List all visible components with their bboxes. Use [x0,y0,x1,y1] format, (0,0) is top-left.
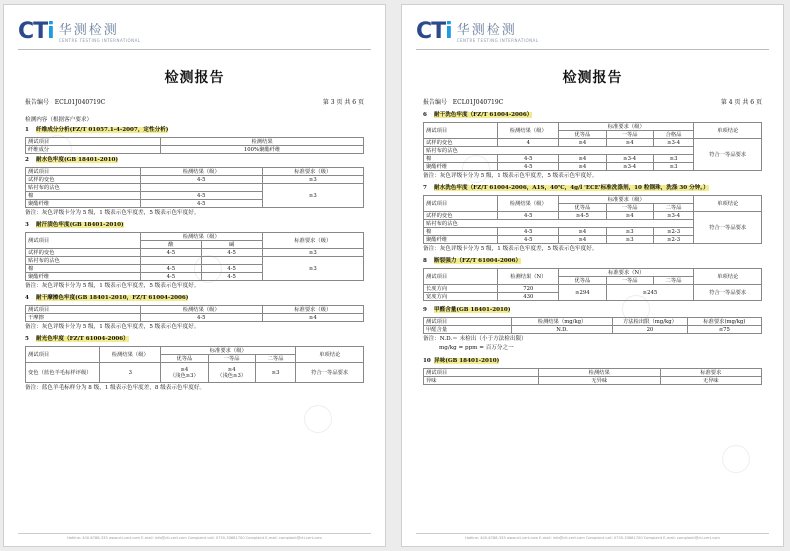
company-logo [18,21,141,43]
table-cell: ≥4 [606,139,653,147]
table-cell: 4-5 [140,176,262,184]
table-cell: ≥3-4 [606,163,653,171]
page-footer: Hotline: 400-6788-333 www.cti-cert.com E-mail: info@cti-cert.com Complaint call: 0755-33681700 Complaint E-mail: complaint@cti-cert.com [416,533,769,540]
note: 备注：灰色评级卡分为 5 级，1 级表示色牢度差，5 级表示色牢度好。 [423,246,598,252]
table-cell: 4-5 [201,273,262,281]
content-subtitle: 检测内容（根据客户要求） [25,117,93,123]
table-header: 碱 [201,241,262,249]
report-page-3 [3,4,386,547]
table-cell: ≥3 [262,176,363,184]
note: 备注：灰色评级卡分为 5 级，1 级表示色牢度差，5 级表示色牢度好。 [25,324,200,330]
formaldehyde-table [423,317,762,334]
table-cell: 聚酯纤维 [424,236,498,244]
table-header: 标准要求 [660,369,761,377]
section-heading: 9 甲醛含量(GB 18401-2010) [423,307,511,313]
table-cell: 4-5 [498,155,559,163]
table-cell: 430 [498,293,559,301]
report-no: ECL01J040719C [54,99,106,106]
logo-english-name: CENTRE TESTING INTERNATIONAL [58,38,141,43]
table-header: 单项结论 [694,196,762,212]
table-cell: 20 [613,326,687,334]
table-header: 检测结果 [161,138,364,146]
table-cell: 贴衬布的沾色 [424,147,694,155]
table-header: 检测结果（mg/kg） [511,318,612,326]
table-header: 单项结论 [296,347,364,363]
report-no-label: 报告编号 [423,99,448,106]
note: 备注：N.D.＝ 未检出（小于方法检出限） [423,336,527,342]
table-header: 测试项目 [26,138,161,146]
breaking-strength-table [423,268,762,301]
table-header: 测试项目 [26,306,141,314]
table-cell: 4-5 [498,212,559,220]
table-cell: 4 [498,139,559,147]
table-cell: 4-5 [140,273,201,281]
table-cell: ≥3 [653,163,694,171]
water-fastness-table [25,167,364,208]
section-heading: 7 耐水洗色牢度（FZ/T 61004-2006，A1S，40℃，4g/l 'ECE'标准洗涤剂，10 粒钢珠，洗涤 30 分钟。） [423,185,709,191]
table-cell: 4-5 [140,192,262,200]
note: 备注：灰色评级卡分为 5 级，1 级表示色牢度差，5 级表示色牢度好。 [25,210,200,216]
watermark-circle [722,445,750,473]
table-cell: ≥3 [606,228,653,236]
table-cell: 纤维成分 [26,146,161,154]
table-header: 一等品 [208,355,255,363]
note: 备注：灰色评级卡分为 5 级，1 级表示色牢度差，5 级表示色牢度好。 [423,173,598,179]
table-cell: 4-5 [498,163,559,171]
section-heading: 5 耐光色牢度（FZ/T 61004-2006） [25,336,129,342]
table-cell: 符合一等品要求 [296,363,364,383]
table-cell: ≥3 [653,155,694,163]
page-footer: Hotline: 400-6788-333 www.cti-cert.com E-mail: info@cti-cert.com Complaint call: 0755-33681700 Complaint E-mail: complaint@cti-cert.com [18,533,371,540]
table-header: 检测结果（级） [100,347,161,363]
table-header: 一等品 [606,277,653,285]
logo-chinese-name: 华测检测 [58,23,119,38]
table-header: 优等品 [559,277,606,285]
table-cell: 4-5 [140,249,201,257]
light-fastness-table [25,346,364,383]
table-header: 测试项目 [424,123,498,139]
table-cell: 100%聚酯纤维 [161,146,364,154]
note: 备注：蓝色羊毛标样分为 8 级，1 级表示色牢度差，8 级表示色牢度好。 [25,385,206,391]
section-heading: 10 异味(GB 18401-2010) [423,358,500,364]
table-header: 标准要求（N） [559,269,694,277]
section-heading: 8 断裂强力（FZ/T 61004-2006） [423,258,522,264]
table-cell: ≥3 [262,184,363,208]
table-cell [140,184,262,192]
table-header: 检测结果（级） [140,168,262,176]
table-cell: 4-5 [201,265,262,273]
report-content [423,109,762,385]
page-number: 第 3 页 共 6 页 [322,99,364,106]
table-cell: 聚酯纤维 [424,163,498,171]
section-heading: 6 耐干洗色牢度（FZ/T 61004-2006） [423,112,533,118]
table-cell [201,257,262,265]
report-content [25,117,364,397]
table-cell: ≥3 [606,236,653,244]
report-title: 检测报告 [562,70,623,86]
section-heading: 4 耐干摩擦色牢度(GB 18401-2010，FZ/T 61004-2006) [25,295,189,301]
note: mg/kg = ppm = 百万分之一 [439,345,514,351]
table-cell: ≤75 [687,326,761,334]
table-cell: 720 [498,285,559,293]
table-header: 测试项目 [26,168,141,176]
logo-brand: CTi [416,19,452,44]
table-cell: ≥4 [559,228,606,236]
table-cell: ≥294 [559,285,606,301]
table-header: 检测结果 [538,369,660,377]
header-divider [18,49,371,50]
table-header: 二等品 [653,204,694,212]
table-header: 一等品 [606,131,653,139]
table-cell: 棉 [26,265,141,273]
table-cell: ≥2-3 [653,236,694,244]
table-cell: 3 [100,363,161,383]
table-cell: 符合一等品要求 [694,139,762,171]
table-cell: ≥3-4 [653,139,694,147]
table-cell [140,257,201,265]
report-title: 检测报告 [164,70,225,86]
table-cell: N.D. [511,326,612,334]
table-cell: ≥3 [262,249,363,257]
table-cell: ≥4 [559,236,606,244]
report-meta [423,97,762,106]
table-header: 二等品 [653,277,694,285]
logo-chinese-name: 华测检测 [456,23,517,38]
dry-cleaning-fastness-table [423,122,762,171]
table-header: 测试项目 [424,269,498,285]
table-header: 标准要求（级） [262,168,363,176]
table-cell: 棉 [424,155,498,163]
section-heading: 3 耐汗渍色牢度(GB 18401-2010) [25,222,124,228]
table-header: 测试项目 [26,233,141,249]
table-cell: 变色（蓝色羊毛标样评级） [26,363,100,383]
table-header: 标准要求（级） [262,306,363,314]
table-header: 标准要求(mg/kg) [687,318,761,326]
table-cell: 棉 [26,192,141,200]
washing-fastness-table [423,195,762,244]
table-cell: 聚酯纤维 [26,200,141,208]
table-header: 优等品 [559,204,606,212]
note: 备注：灰色评级卡分为 5 级，1 级表示色牢度差，5 级表示色牢度好。 [25,283,200,289]
table-cell: 试样的变色 [26,176,141,184]
table-cell: ≥245 [606,285,694,301]
table-header: 标准要求（级） [559,196,694,204]
table-header: 二等品 [255,355,296,363]
table-cell: 符合一等品要求 [694,285,762,301]
table-cell: ≥4 [559,163,606,171]
watermark-circle [304,405,332,433]
logo-english-name: CENTRE TESTING INTERNATIONAL [456,38,539,43]
table-cell: 聚酯纤维 [26,273,141,281]
perspiration-fastness-table [25,232,364,281]
rubbing-fastness-table [25,305,364,322]
table-cell: 4-5 [140,265,201,273]
table-cell: ≥3-4 [653,212,694,220]
table-header: 标准要求（级） [559,123,694,131]
table-cell: ≥3 [255,363,296,383]
table-header: 标准要求（级） [161,347,296,355]
table-cell: ≥4 （浅色≥3） [208,363,255,383]
table-cell: 干摩擦 [26,314,141,322]
page-number: 第 4 页 共 6 页 [720,99,762,106]
table-header: 优等品 [161,355,208,363]
logo-brand: CTi [18,19,54,44]
table-cell: ≥3-4 [606,155,653,163]
table-cell: ≥2-3 [653,228,694,236]
table-header: 一等品 [606,204,653,212]
report-page-4 [401,4,784,547]
table-header: 酸 [140,241,201,249]
header-divider [416,49,769,50]
report-no: ECL01J040719C [452,99,504,106]
table-header: 测试项目 [424,318,512,326]
table-header: 单项结论 [694,123,762,139]
table-cell: 甲醛含量 [424,326,512,334]
table-cell: 4-5 [201,249,262,257]
section-heading: 2 耐水色牢度(GB 18401-2010) [25,157,119,163]
table-cell: ≥4 （浅色≥3） [161,363,208,383]
table-cell: 贴衬布的沾色 [26,257,141,265]
table-header: 检测结果（级） [140,233,262,241]
table-cell: 无异味 [538,377,660,385]
table-cell: ≥4 [559,155,606,163]
table-cell: 试样的变色 [26,249,141,257]
table-header: 检测结果（级） [140,306,262,314]
table-cell: 异味 [424,377,539,385]
table-cell: 试样的变色 [424,139,498,147]
table-cell: 4-5 [498,228,559,236]
table-cell: 贴衬布的沾色 [26,184,141,192]
table-header: 测试项目 [26,347,100,363]
report-no-label: 报告编号 [25,99,50,106]
table-header: 测试项目 [424,196,498,212]
table-header: 检测结果（级） [498,196,559,212]
table-cell: 4-5 [498,236,559,244]
table-cell: ≥4 [559,139,606,147]
table-cell: 无异味 [660,377,761,385]
fiber-content-table [25,137,364,154]
table-header: 检测结果（N） [498,269,559,285]
table-header: 方法检出限（mg/kg） [613,318,687,326]
table-cell: ≥4-5 [559,212,606,220]
table-cell: 贴衬布的沾色 [424,220,694,228]
table-cell: ≥4 [606,212,653,220]
table-cell: 长度方向 [424,285,498,293]
table-header: 检测结果（级） [498,123,559,139]
table-header: 优等品 [559,131,606,139]
section-heading: 1 纤维成分分析(FZ/T 01057.1-4-2007，定性分析) [25,127,169,133]
table-header: 测试项目 [424,369,539,377]
table-cell: 符合一等品要求 [694,212,762,244]
table-cell: 棉 [424,228,498,236]
table-header: 合格品 [653,131,694,139]
company-logo [416,21,539,43]
table-header: 标准要求（级） [262,233,363,249]
report-meta [25,97,364,106]
table-header: 单项结论 [694,269,762,285]
table-cell: 4-5 [140,314,262,322]
table-cell: 4-5 [140,200,262,208]
table-cell: ≥3 [262,257,363,281]
table-cell: 试样的变色 [424,212,498,220]
table-cell: 宽度方向 [424,293,498,301]
odor-table [423,368,762,385]
table-cell: ≥4 [262,314,363,322]
